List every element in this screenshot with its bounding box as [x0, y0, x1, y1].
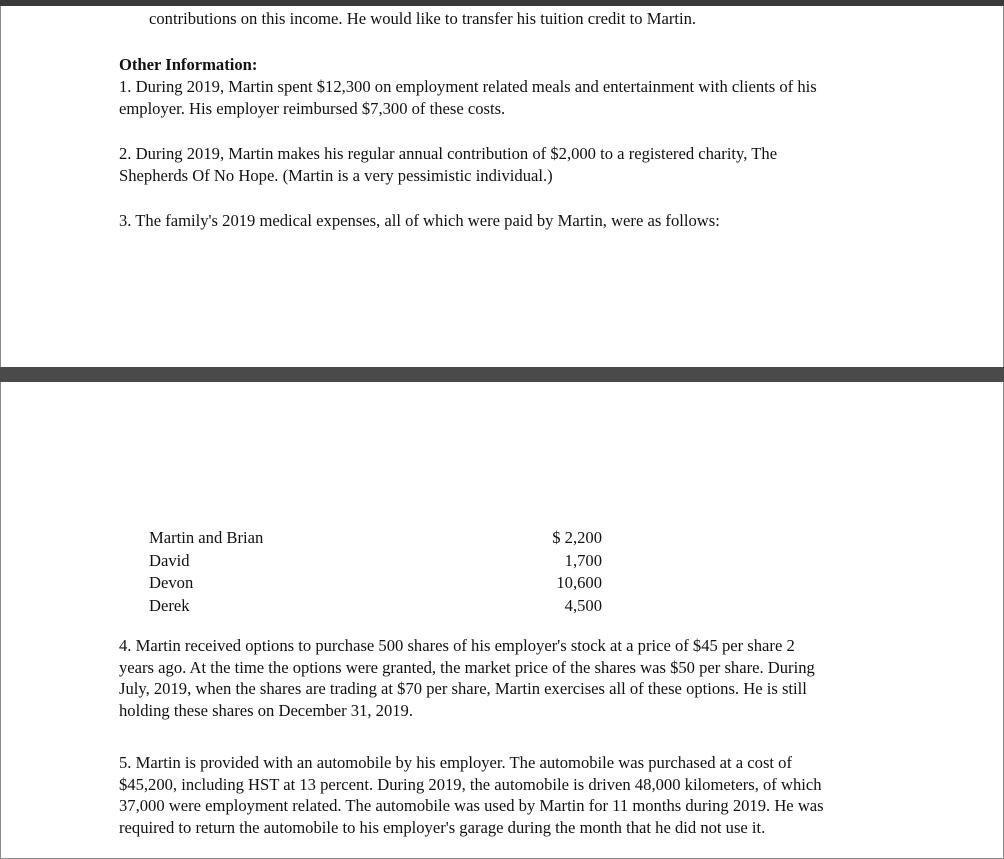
- item-4-line: holding these shares on December 31, 2019.: [119, 700, 414, 720]
- expense-name: Martin and Brian: [149, 528, 264, 547]
- expense-amount: 10,600: [556, 573, 602, 593]
- item-5-line: required to return the automobile to his employer's garage during the month that he did not use it.: [119, 817, 766, 837]
- top-fragment-text: contributions on this income. He would like to transfer his tuition credit to Martin.: [149, 9, 697, 28]
- item-5-paragraph: [119, 752, 909, 838]
- item-5-line: 5. Martin is provided with an automobile by his employer. The automobile was purchased at a cost of: [119, 753, 792, 772]
- table-row: [149, 595, 602, 618]
- expense-name: Derek: [149, 595, 190, 615]
- table-row: [149, 572, 602, 595]
- item-1-line: employer. His employer reimbursed $7,300 of these costs.: [119, 98, 506, 118]
- expense-name: Devon: [149, 573, 194, 593]
- item-2-paragraph: [119, 143, 909, 186]
- item-1-paragraph: [119, 76, 909, 119]
- item-1-line: 1. During 2019, Martin spent $12,300 on employment related meals and entertainment with clients of his: [119, 77, 817, 96]
- item-5-line: $45,200, including HST at 13 percent. During 2019, the automobile is driven 48,000 kilometers, of which: [119, 774, 822, 794]
- item-2-line: Shepherds Of No Hope. (Martin is a very pessimistic individual.): [119, 165, 553, 185]
- table-row: [149, 550, 602, 573]
- item-2-line: 2. During 2019, Martin makes his regular annual contribution of $2,000 to a registered charity, The: [119, 144, 778, 163]
- expense-amount: 1,700: [564, 550, 602, 570]
- item-5-line: 37,000 were employment related. The automobile was used by Martin for 11 months during 2019. He was: [119, 796, 824, 815]
- medical-expenses-table: [149, 527, 602, 617]
- item-4-paragraph: [119, 635, 909, 721]
- expense-name: David: [149, 550, 190, 570]
- table-row: [149, 527, 602, 550]
- item-3-line: 3. The family's 2019 medical expenses, all of which were paid by Martin, were as follows:: [119, 211, 720, 230]
- other-information-heading: Other Information:: [119, 55, 258, 74]
- expense-amount: 4,500: [564, 595, 602, 615]
- page-gap: [0, 367, 1004, 382]
- item-4-line: July, 2019, when the shares are trading at $70 per share, Martin exercises all of these options. He is still: [119, 679, 807, 698]
- item-4-line: 4. Martin received options to purchase 500 shares of his employer's stock at a price of $45 per share 2: [119, 636, 795, 655]
- expense-amount: $ 2,200: [552, 528, 602, 547]
- item-4-line: years ago. At the time the options were granted, the market price of the shares was $50 per share. During: [119, 657, 815, 677]
- item-3-paragraph: [119, 210, 909, 232]
